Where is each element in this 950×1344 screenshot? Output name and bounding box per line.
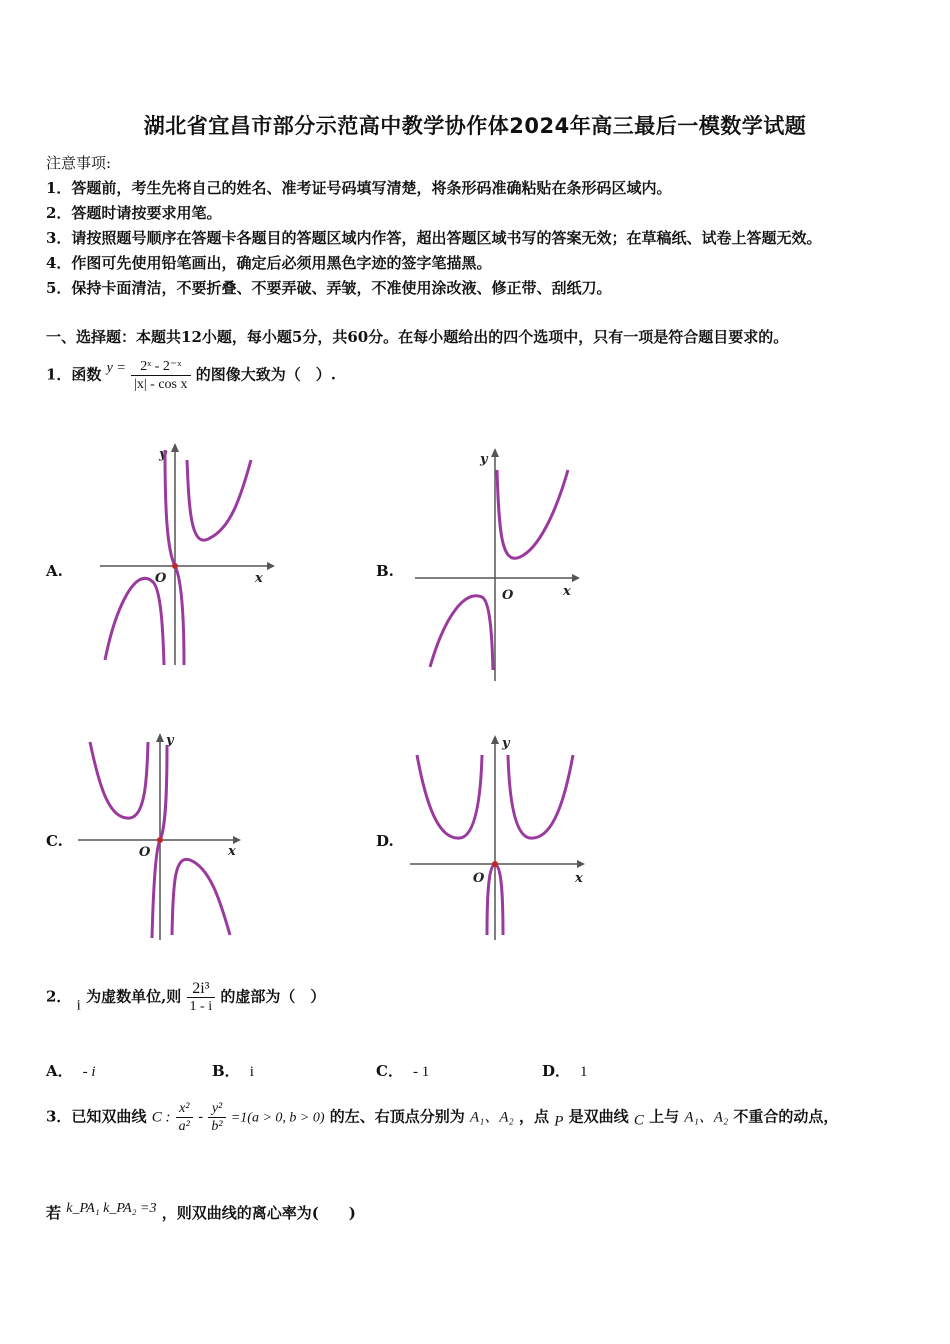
q1-formula-numerator: 2ˣ - 2⁻ˣ (131, 358, 190, 376)
curve-right (497, 470, 568, 558)
q3-fraction-x (176, 1100, 193, 1135)
q2-fraction-numerator: 2i³ (187, 980, 216, 998)
q2-number: 2． (46, 987, 72, 1006)
x-arrow-icon (577, 860, 585, 868)
question-1 (46, 358, 336, 393)
question-2 (46, 980, 325, 1015)
notes-heading: 注意事项: (46, 154, 112, 172)
y-label: y (166, 733, 174, 748)
q3-fraction-y-num: y² (208, 1100, 225, 1118)
q1-graph-d[interactable] (405, 730, 590, 945)
q2-option-d-value: 1 (580, 1064, 588, 1080)
q3-text-4: 上与 (649, 1107, 680, 1126)
note-item-1: 1．答题前，考生先将自己的姓名、准考证号码填写清楚，将条形码准确粘贴在条形码区域内。 (46, 179, 672, 197)
x-label: x (255, 571, 263, 586)
q2-text: 为虚数单位,则 (86, 987, 182, 1006)
q2-option-a[interactable] (46, 1060, 96, 1081)
q1-graph-b[interactable] (410, 445, 585, 685)
note-item-5: 5．保持卡面清洁，不要折叠、不要弄破、弄皱，不准使用涂改液、修正带、刮纸刀。 (46, 279, 612, 297)
question-3 (46, 1100, 838, 1135)
q1-graph-c[interactable] (75, 730, 245, 945)
origin-label: O (155, 571, 167, 586)
curve-left (90, 742, 148, 818)
page-title: 湖北省宜昌市部分示范高中教学协作体2024年高三最后一模数学试题 (143, 114, 807, 138)
origin-label: O (502, 588, 514, 603)
q1-option-c-label[interactable]: C. (46, 832, 63, 850)
q3-text-3: 是双曲线 (568, 1107, 629, 1126)
q3-fraction-x-den: a² (178, 1119, 190, 1134)
curve-right (508, 755, 573, 838)
curve-left (105, 578, 164, 665)
q1-formula-fraction (131, 358, 190, 393)
q1-option-d-label[interactable]: D. (376, 832, 394, 850)
q3-equation-condition: =1(a > 0, b > 0) (230, 1110, 325, 1126)
question-3-line-2 (46, 1198, 356, 1223)
origin-dot (492, 861, 498, 867)
q3-text-5: 不重合的动点， (733, 1107, 839, 1126)
q1-option-b-label[interactable]: B. (376, 562, 394, 580)
q1-tail: 的图像大致为（ ）. (195, 365, 336, 384)
q3-fraction-y (208, 1100, 225, 1135)
section-heading: 一、选择题：本题共12小题，每小题5分，共60分。在每小题给出的四个选项中，只有一项是符合题目要求的。 (46, 328, 789, 346)
q1-formula-lhs: y = (106, 360, 126, 376)
y-label: y (480, 452, 488, 467)
q2-i-symbol: i (76, 997, 81, 1014)
x-label: x (563, 584, 571, 599)
curve-left (430, 596, 493, 670)
note-item-4: 4．作图可先使用铅笔画出，确定后必须用黑色字迹的签字笔描黑。 (46, 254, 492, 272)
q3-vertices-2: A₁、A₂ (684, 1109, 729, 1126)
q2-fraction-denominator: 1 - i (189, 999, 213, 1014)
q3-number: 3．已知双曲线 (46, 1107, 147, 1126)
q2-option-c-label: C． (376, 1062, 403, 1080)
q2-option-a-value: - i (82, 1064, 96, 1080)
y-arrow-icon (491, 735, 499, 744)
q3-curve-c: C (633, 1112, 644, 1129)
y-label: y (159, 447, 167, 462)
q2-option-a-label: A． (46, 1062, 73, 1080)
q3-fraction-x-num: x² (176, 1100, 193, 1118)
y-label: y (502, 736, 510, 751)
origin-dot (172, 563, 178, 569)
curve-right (172, 859, 230, 935)
q3-text-1: 的左、右顶点分别为 (329, 1107, 465, 1126)
q1-number: 1．函数 (46, 365, 102, 384)
y-arrow-icon (491, 448, 499, 457)
curve-left (417, 755, 482, 838)
note-item-3: 3．请按照题号顺序在答题卡各题目的答题区域内作答，超出答题区域书写的答案无效；在草稿纸、试卷上答题无效。 (46, 229, 822, 247)
y-arrow-icon (171, 443, 179, 452)
q2-option-c[interactable] (376, 1060, 429, 1081)
q3-minus: - (198, 1107, 204, 1126)
q3-fraction-y-den: b² (211, 1119, 223, 1134)
q3-line2-tail: ，则双曲线的离心率为( ) (161, 1204, 356, 1222)
x-arrow-icon (572, 574, 580, 582)
q1-option-a-label[interactable]: A. (46, 562, 63, 580)
q2-option-b-value: i (249, 1064, 254, 1080)
q3-point-p: P (554, 1113, 564, 1130)
origin-label: O (139, 845, 151, 860)
q2-option-d-label: D． (542, 1062, 571, 1080)
q2-option-b[interactable] (212, 1060, 254, 1081)
origin-label: O (473, 871, 485, 886)
q2-option-d[interactable] (542, 1060, 588, 1081)
curve-right (187, 460, 251, 540)
q3-text-2: ，点 (519, 1107, 550, 1126)
x-arrow-icon (267, 562, 275, 570)
q3-curve-label: C : (151, 1109, 171, 1126)
x-label: x (575, 871, 583, 886)
q2-fraction (187, 980, 216, 1015)
q3-line2-prefix: 若 (46, 1204, 62, 1222)
x-arrow-icon (233, 836, 241, 844)
q1-graph-a[interactable] (95, 440, 275, 670)
origin-dot (157, 837, 163, 843)
q1-formula-denominator: |x| - cos x (134, 377, 188, 392)
q2-option-c-value: - 1 (412, 1064, 430, 1080)
x-label: x (228, 844, 236, 859)
q3-slope-product: k_PA₁ k_PA₂ =3 (66, 1201, 157, 1216)
q3-vertices-1: A₁、A₂ (470, 1109, 514, 1126)
q2-tail: 的虚部为（ ） (220, 987, 326, 1006)
note-item-2: 2．答题时请按要求用笔。 (46, 204, 222, 222)
y-arrow-icon (156, 733, 164, 742)
q2-option-b-label: B． (212, 1062, 240, 1080)
